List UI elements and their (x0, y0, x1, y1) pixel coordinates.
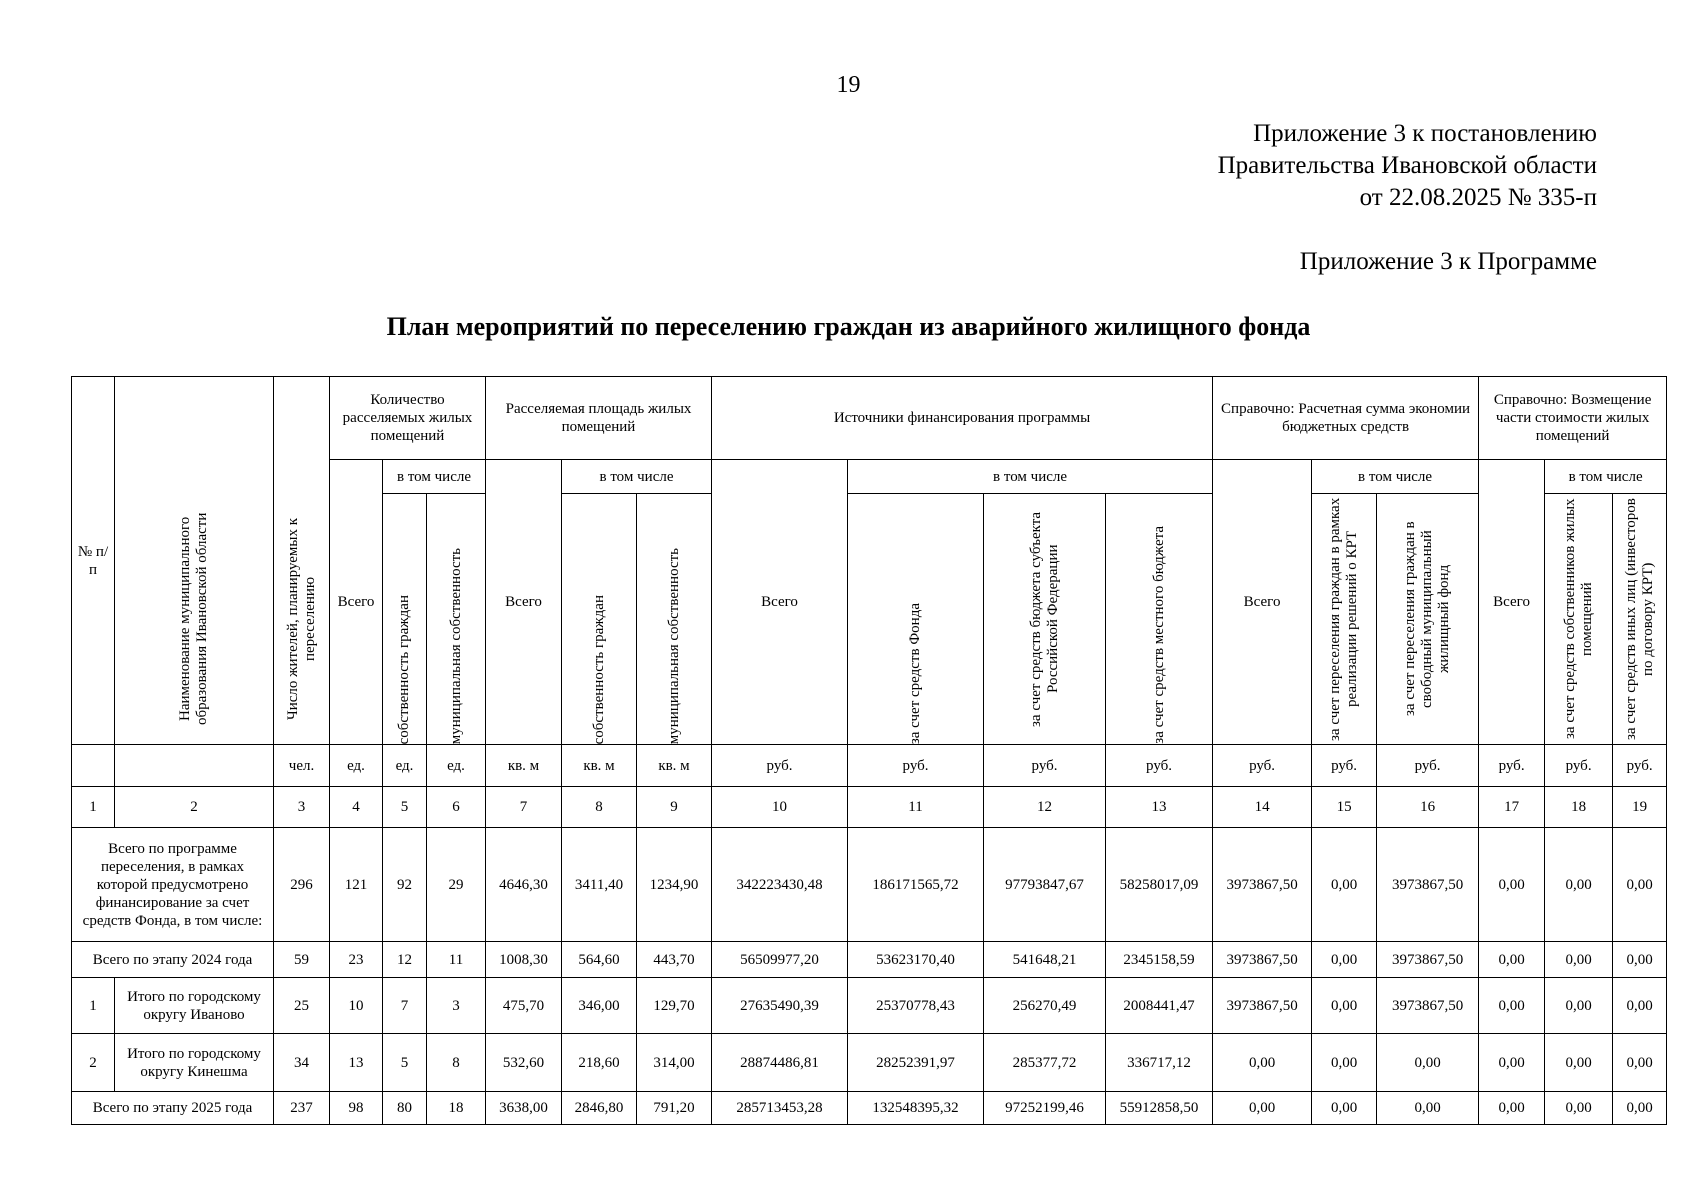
cell: 121 (330, 828, 383, 942)
unit-cell: руб. (1545, 745, 1613, 787)
unit-cell: ед. (383, 745, 427, 787)
row-label: Всего по этапу 2025 года (72, 1092, 274, 1125)
col-number: 12 (984, 787, 1106, 828)
cell: 443,70 (637, 942, 712, 978)
col-number: 18 (1545, 787, 1613, 828)
col-number: 1 (72, 787, 115, 828)
appendix-decree-line-3: от 22.08.2025 № 335-п (1359, 184, 1597, 211)
header-savings-group: Справочно: Расчетная сумма экономии бюджетных средств (1213, 377, 1479, 460)
cell: 25370778,43 (848, 978, 984, 1034)
header-local-budget: за счет средств местного бюджета (1106, 494, 1213, 745)
cell: 218,60 (562, 1034, 637, 1092)
cell: 1008,30 (486, 942, 562, 978)
cell: 0,00 (1479, 978, 1545, 1034)
cell: 0,00 (1312, 978, 1377, 1034)
cell: 0,00 (1312, 828, 1377, 942)
header-savings-total: Всего (1213, 460, 1312, 745)
col-number: 14 (1213, 787, 1312, 828)
cell: 3638,00 (486, 1092, 562, 1125)
header-rooms-incl: в том числе (383, 460, 486, 494)
appendix-decree-block (1218, 118, 1597, 214)
cell: 10 (330, 978, 383, 1034)
cell: 97252199,46 (984, 1092, 1106, 1125)
row-num: 1 (72, 978, 115, 1034)
unit-cell: руб. (1106, 745, 1213, 787)
column-numbers-row (72, 787, 1667, 828)
col-number: 17 (1479, 787, 1545, 828)
col-number: 10 (712, 787, 848, 828)
unit-cell: руб. (1613, 745, 1667, 787)
col-number: 15 (1312, 787, 1377, 828)
cell: 791,20 (637, 1092, 712, 1125)
unit-cell: кв. м (562, 745, 637, 787)
header-rooms-total: Всего (330, 460, 383, 745)
col-number: 7 (486, 787, 562, 828)
cell: 0,00 (1479, 1092, 1545, 1125)
cell: 0,00 (1377, 1092, 1479, 1125)
col-number: 8 (562, 787, 637, 828)
cell: 80 (383, 1092, 427, 1125)
header-owners: за счет средств собственников жилых помещений (1545, 494, 1613, 745)
header-compensation-incl: в том числе (1545, 460, 1667, 494)
appendix-decree-line-2: Правительства Ивановской области (1217, 152, 1597, 179)
header-savings-incl: в том числе (1312, 460, 1479, 494)
cell: 2008441,47 (1106, 978, 1213, 1034)
cell: 0,00 (1545, 1092, 1613, 1125)
header-area-incl: в том числе (562, 460, 712, 494)
cell: 0,00 (1545, 1034, 1613, 1092)
unit-cell: руб. (984, 745, 1106, 787)
cell: 186171565,72 (848, 828, 984, 942)
cell: 475,70 (486, 978, 562, 1034)
cell: 58258017,09 (1106, 828, 1213, 942)
cell: 532,60 (486, 1034, 562, 1092)
cell: 55912858,50 (1106, 1092, 1213, 1125)
cell: 97793847,67 (984, 828, 1106, 942)
cell: 0,00 (1613, 978, 1667, 1034)
cell: 34 (274, 1034, 330, 1092)
col-number: 2 (115, 787, 274, 828)
unit-cell: кв. м (486, 745, 562, 787)
cell: 18 (427, 1092, 486, 1125)
col-number: 11 (848, 787, 984, 828)
cell: 0,00 (1545, 978, 1613, 1034)
row-label: Итого по городскому округу Кинешма (115, 1034, 274, 1092)
cell: 27635490,39 (712, 978, 848, 1034)
col-number: 19 (1613, 787, 1667, 828)
cell: 92 (383, 828, 427, 942)
cell: 1234,90 (637, 828, 712, 942)
cell: 0,00 (1613, 942, 1667, 978)
cell: 0,00 (1312, 942, 1377, 978)
header-rooms-municipal: муниципальная собственность (427, 494, 486, 745)
col-number: 4 (330, 787, 383, 828)
table-row (72, 942, 1667, 978)
unit-cell: чел. (274, 745, 330, 787)
cell: 0,00 (1213, 1092, 1312, 1125)
document-title: План мероприятий по переселению граждан из аварийного жилищного фонда (386, 312, 1311, 341)
cell: 2345158,59 (1106, 942, 1213, 978)
header-rooms-citizens: собственность граждан (383, 494, 427, 745)
cell: 3 (427, 978, 486, 1034)
cell: 0,00 (1613, 1034, 1667, 1092)
col-number: 16 (1377, 787, 1479, 828)
cell: 541648,21 (984, 942, 1106, 978)
cell: 3411,40 (562, 828, 637, 942)
cell: 237 (274, 1092, 330, 1125)
cell: 23 (330, 942, 383, 978)
cell: 285713453,28 (712, 1092, 848, 1125)
unit-cell: ед. (330, 745, 383, 787)
cell: 0,00 (1377, 1034, 1479, 1092)
header-area-citizens: собственность граждан (562, 494, 637, 745)
header-num: № п/п (72, 377, 115, 745)
appendix-decree-line-1: Приложение 3 к постановлению (1253, 120, 1597, 147)
header-area-municipal: муниципальная собственность (637, 494, 712, 745)
cell: 8 (427, 1034, 486, 1092)
row-label: Всего по этапу 2024 года (72, 942, 274, 978)
cell: 129,70 (637, 978, 712, 1034)
unit-cell: кв. м (637, 745, 712, 787)
cell: 53623170,40 (848, 942, 984, 978)
col-number: 13 (1106, 787, 1213, 828)
cell: 0,00 (1545, 942, 1613, 978)
cell: 3973867,50 (1213, 828, 1312, 942)
cell: 98 (330, 1092, 383, 1125)
header-residents: Число жителей, планируемых к переселению (274, 377, 330, 745)
cell: 0,00 (1312, 1034, 1377, 1092)
header-subject-budget: за счет средств бюджета субъекта Российской Федерации (984, 494, 1106, 745)
row-num: 2 (72, 1034, 115, 1092)
cell: 3973867,50 (1377, 828, 1479, 942)
cell: 4646,30 (486, 828, 562, 942)
cell: 0,00 (1479, 942, 1545, 978)
unit-cell: руб. (848, 745, 984, 787)
cell: 285377,72 (984, 1034, 1106, 1092)
cell: 342223430,48 (712, 828, 848, 942)
header-finance-incl: в том числе (848, 460, 1213, 494)
cell: 28252391,97 (848, 1034, 984, 1092)
col-number: 6 (427, 787, 486, 828)
table-row (72, 1034, 1667, 1092)
col-number: 3 (274, 787, 330, 828)
cell: 0,00 (1479, 828, 1545, 942)
row-label: Всего по программе переселения, в рамках которой предусмотрено финансирование за счет средств Фонда, в том числе: (72, 828, 274, 942)
cell: 3973867,50 (1377, 978, 1479, 1034)
cell: 25 (274, 978, 330, 1034)
unit-cell: руб. (1312, 745, 1377, 787)
cell: 0,00 (1312, 1092, 1377, 1125)
units-empty-1 (72, 745, 115, 787)
resettlement-plan-table (71, 376, 1667, 1125)
header-area-total: Всего (486, 460, 562, 745)
cell: 0,00 (1479, 1034, 1545, 1092)
cell: 29 (427, 828, 486, 942)
header-krt: за счет переселения граждан в рамках реализации решений о КРТ (1312, 494, 1377, 745)
unit-cell: ед. (427, 745, 486, 787)
table-row (72, 828, 1667, 942)
col-number: 9 (637, 787, 712, 828)
units-row (72, 745, 1667, 787)
cell: 564,60 (562, 942, 637, 978)
unit-cell: руб. (712, 745, 848, 787)
header-area-group: Расселяемая площадь жилых помещений (486, 377, 712, 460)
cell: 296 (274, 828, 330, 942)
units-empty-2 (115, 745, 274, 787)
cell: 3973867,50 (1377, 942, 1479, 978)
header-fund: за счет средств Фонда (848, 494, 984, 745)
cell: 0,00 (1213, 1034, 1312, 1092)
header-rooms-group: Количество расселяемых жилых помещений (330, 377, 486, 460)
cell: 336717,12 (1106, 1034, 1213, 1092)
appendix-program: Приложение 3 к Программе (1299, 248, 1597, 275)
unit-cell: руб. (1213, 745, 1312, 787)
cell: 0,00 (1613, 828, 1667, 942)
cell: 11 (427, 942, 486, 978)
cell: 3973867,50 (1213, 978, 1312, 1034)
header-municipality: Наименование муниципального образования Ивановской области (115, 377, 274, 745)
col-number: 5 (383, 787, 427, 828)
cell: 3973867,50 (1213, 942, 1312, 978)
cell: 346,00 (562, 978, 637, 1034)
cell: 28874486,81 (712, 1034, 848, 1092)
cell: 12 (383, 942, 427, 978)
table-row (72, 978, 1667, 1034)
cell: 5 (383, 1034, 427, 1092)
cell: 0,00 (1613, 1092, 1667, 1125)
cell: 132548395,32 (848, 1092, 984, 1125)
cell: 2846,80 (562, 1092, 637, 1125)
cell: 314,00 (637, 1034, 712, 1092)
header-finance-group: Источники финансирования программы (712, 377, 1213, 460)
unit-cell: руб. (1377, 745, 1479, 787)
header-compensation-total: Всего (1479, 460, 1545, 745)
cell: 7 (383, 978, 427, 1034)
header-investors: за счет средств иных лиц (инвесторов по договору КРТ) (1613, 494, 1667, 745)
cell: 0,00 (1545, 828, 1613, 942)
page-number: 19 (836, 72, 861, 98)
row-label: Итого по городскому округу Иваново (115, 978, 274, 1034)
header-compensation-group: Справочно: Возмещение части стоимости жилых помещений (1479, 377, 1667, 460)
unit-cell: руб. (1479, 745, 1545, 787)
cell: 56509977,20 (712, 942, 848, 978)
header-free-fund: за счет переселения граждан в свободный муниципальный жилищный фонд (1377, 494, 1479, 745)
cell: 13 (330, 1034, 383, 1092)
cell: 256270,49 (984, 978, 1106, 1034)
header-finance-total: Всего (712, 460, 848, 745)
table-row (72, 1092, 1667, 1125)
cell: 59 (274, 942, 330, 978)
